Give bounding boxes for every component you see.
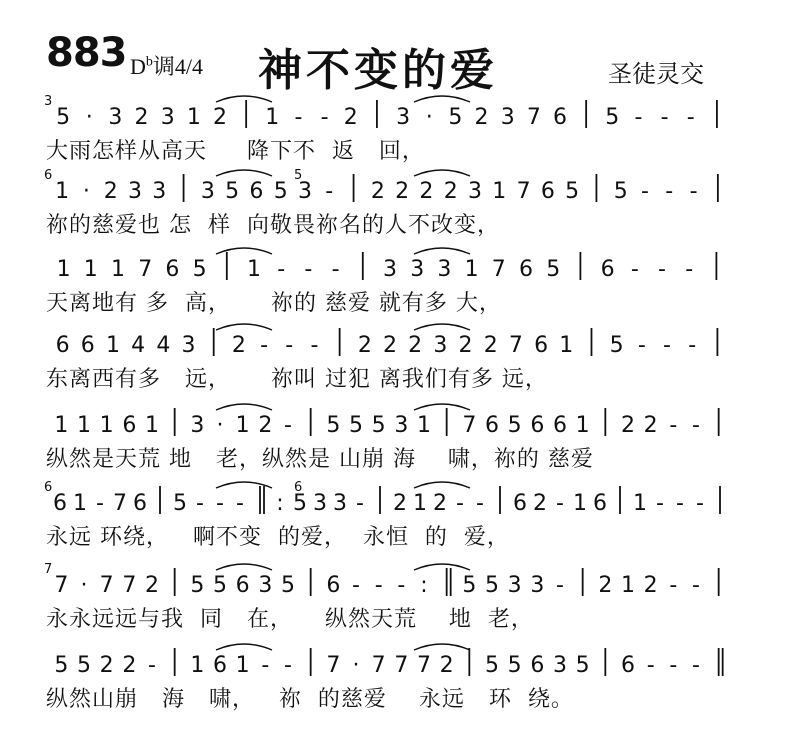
dash-mark: - bbox=[688, 333, 697, 358]
note-digit: 2 bbox=[443, 179, 458, 204]
note-digit: 3 bbox=[500, 105, 515, 130]
grace-note: 6 bbox=[44, 480, 53, 495]
note-digit: 4 bbox=[131, 333, 146, 358]
song-title: 神不变的爱 bbox=[258, 45, 498, 96]
note-digit: 2 bbox=[231, 333, 246, 358]
note-digit: 3 bbox=[128, 179, 142, 204]
note-digit: 2 bbox=[483, 333, 498, 358]
note-digit: 7 bbox=[122, 573, 137, 598]
grace-note: 7 bbox=[44, 562, 53, 577]
note-digit: 6 bbox=[53, 491, 67, 516]
note-digit: 7 bbox=[491, 257, 506, 282]
slur bbox=[414, 644, 470, 650]
note-digit: 2 bbox=[343, 105, 358, 130]
lyrics-line: 永远 环绕， 啊不变 的爱， 永恒 的 爱， bbox=[46, 525, 510, 550]
note-digit: 5 bbox=[173, 491, 187, 516]
note-digit: 3 bbox=[333, 491, 347, 516]
slur bbox=[216, 248, 272, 254]
notation-line bbox=[44, 480, 744, 518]
note-digit: 5 bbox=[281, 573, 295, 598]
notation-line bbox=[44, 168, 744, 206]
dash-mark: - bbox=[556, 573, 564, 598]
lyrics-line: 纵然是天荒 地 老，纵然是 山崩 海 啸，祢的 慈爱 bbox=[46, 447, 594, 472]
note-digit: 5 bbox=[613, 179, 628, 204]
note-digit: 1 bbox=[54, 413, 69, 438]
note-digit: 1 bbox=[190, 653, 205, 678]
note-digit: 7 bbox=[113, 491, 127, 516]
note-digit: 1 bbox=[186, 105, 201, 130]
dash-mark: - bbox=[630, 257, 639, 282]
grace-note: 5 bbox=[294, 168, 303, 183]
slur bbox=[216, 404, 272, 410]
note-digit: 1 bbox=[235, 653, 250, 678]
note-digit: 7 bbox=[54, 573, 69, 598]
note-digit: 6 bbox=[553, 105, 567, 130]
note-digit: 3 bbox=[190, 413, 205, 438]
dash-mark: - bbox=[304, 257, 313, 282]
note-digit: 1 bbox=[73, 491, 87, 516]
note-digit: 6 bbox=[213, 653, 227, 678]
note-digit: 6 bbox=[249, 179, 264, 204]
note-digit: 1 bbox=[573, 491, 587, 516]
lyrics-line: 纵然山崩 海 啸， 祢 的慈爱 永远 环 绕。 bbox=[46, 687, 574, 712]
dash-mark: - bbox=[374, 573, 383, 598]
note-digit: 1 bbox=[77, 413, 91, 438]
note-digit: 6 bbox=[621, 653, 635, 678]
note-digit: 5 bbox=[190, 573, 205, 598]
notation-line bbox=[44, 562, 744, 600]
note-digit: 1 bbox=[83, 257, 98, 282]
note-digit: 2 bbox=[383, 333, 397, 358]
notation-line bbox=[44, 94, 744, 132]
note-digit: 6 bbox=[519, 257, 533, 282]
dot-mark: · bbox=[425, 105, 433, 130]
note-digit: 2 bbox=[533, 491, 547, 516]
slur bbox=[414, 564, 470, 570]
slur bbox=[414, 404, 470, 410]
dash-mark: - bbox=[397, 573, 406, 598]
dot-mark: · bbox=[85, 105, 93, 130]
lyrics-line: 大雨怎样从高天 降下不 返 回， bbox=[46, 139, 425, 164]
note-digit: 3 bbox=[258, 573, 273, 598]
note-digit: 5 bbox=[507, 413, 522, 438]
note-digit: 7 bbox=[508, 333, 523, 358]
note-digit: 1 bbox=[55, 179, 70, 204]
note-digit: 3 bbox=[437, 257, 452, 282]
dash-mark: - bbox=[556, 491, 564, 516]
note-digit: 5 bbox=[575, 653, 590, 678]
note-digit: 6 bbox=[326, 573, 341, 598]
note-digit: 2 bbox=[474, 105, 489, 130]
note-digit: 2 bbox=[458, 333, 473, 358]
note-digit: 2 bbox=[408, 333, 423, 358]
dash-mark: - bbox=[669, 413, 678, 438]
note-digit: 6 bbox=[165, 257, 180, 282]
note-digit: 1 bbox=[247, 257, 261, 282]
note-digit: 3 bbox=[530, 573, 545, 598]
note-digit: 1 bbox=[235, 413, 250, 438]
slur bbox=[414, 170, 470, 176]
note-digit: 7 bbox=[138, 257, 153, 282]
note-digit: 2 bbox=[433, 491, 447, 516]
note-digit: 3 bbox=[160, 105, 175, 130]
meter: 调4/4 bbox=[152, 54, 204, 79]
note-digit: 2 bbox=[393, 491, 407, 516]
note-digit: 1 bbox=[413, 491, 427, 516]
score-header bbox=[0, 0, 788, 95]
note-digit: 3 bbox=[152, 179, 167, 204]
note-digit: 5 bbox=[54, 653, 69, 678]
dash-mark: - bbox=[310, 333, 319, 358]
note-digit: 1 bbox=[56, 257, 71, 282]
note-digit: 6 bbox=[593, 491, 607, 516]
slur bbox=[414, 324, 470, 330]
note-digit: 2 bbox=[99, 653, 114, 678]
dash-mark: - bbox=[686, 105, 695, 130]
note-digit: 2 bbox=[122, 653, 137, 678]
key-signature bbox=[130, 50, 203, 81]
note-digit: 5 bbox=[225, 179, 240, 204]
note-digit: 2 bbox=[643, 413, 658, 438]
note-digit: 2 bbox=[621, 413, 635, 438]
dot-mark: · bbox=[82, 179, 90, 204]
note-digit: 3 bbox=[507, 573, 522, 598]
dash-mark: - bbox=[320, 105, 329, 130]
note-digit: 2 bbox=[103, 179, 118, 204]
note-digit: 6 bbox=[513, 491, 527, 516]
note-digit: 5 bbox=[273, 179, 288, 204]
dot-mark: · bbox=[352, 653, 360, 678]
dash-mark: - bbox=[658, 257, 666, 282]
dash-mark: - bbox=[325, 179, 334, 204]
note-digit: 3 bbox=[383, 257, 397, 282]
dot-mark: · bbox=[80, 573, 88, 598]
dash-mark: - bbox=[356, 491, 364, 516]
note-digit: 3 bbox=[181, 333, 196, 358]
lyrics-line: 东离西有多 远， 祢叫 过犯 离我们有多 远， bbox=[46, 367, 548, 392]
dash-mark: - bbox=[669, 573, 678, 598]
note-digit: 6 bbox=[553, 413, 567, 438]
note-digit: 1 bbox=[633, 491, 647, 516]
grace-note: 6 bbox=[44, 168, 53, 183]
note-digit: 6 bbox=[122, 413, 137, 438]
note-digit: 7 bbox=[99, 573, 114, 598]
note-digit: 6 bbox=[133, 491, 147, 516]
note-digit: 1 bbox=[492, 179, 507, 204]
note-digit: 5 bbox=[448, 105, 463, 130]
dash-mark: - bbox=[96, 491, 104, 516]
note-digit: 1 bbox=[575, 413, 590, 438]
dash-mark: - bbox=[634, 105, 643, 130]
note-digit: 6 bbox=[485, 413, 499, 438]
note-digit: 5 bbox=[605, 105, 620, 130]
dash-mark: - bbox=[692, 653, 700, 678]
note-digit: : bbox=[276, 491, 284, 516]
note-digit: 5 bbox=[326, 413, 341, 438]
note-digit: 5 bbox=[507, 653, 522, 678]
note-digit: 5 bbox=[56, 105, 71, 130]
dash-mark: - bbox=[692, 573, 700, 598]
dash-mark: - bbox=[261, 653, 270, 678]
notation-line bbox=[44, 406, 744, 440]
slur bbox=[216, 644, 272, 650]
note-digit: 6 bbox=[55, 333, 70, 358]
note-digit: 2 bbox=[419, 179, 434, 204]
note-digit: 6 bbox=[80, 333, 95, 358]
note-digit: 3 bbox=[410, 257, 425, 282]
note-digit: 4 bbox=[156, 333, 171, 358]
lyrics-line: 永永远远与我 同 在， 纵然天荒 地 老， bbox=[46, 607, 534, 632]
song-number: 883 bbox=[46, 30, 127, 76]
dash-mark: - bbox=[352, 573, 360, 598]
dash-mark: - bbox=[148, 653, 156, 678]
note-digit: 3 bbox=[108, 105, 123, 130]
note-digit: 5 bbox=[485, 573, 499, 598]
slur bbox=[414, 248, 470, 254]
dash-mark: - bbox=[637, 333, 646, 358]
dash-mark: - bbox=[646, 653, 655, 678]
slur bbox=[216, 324, 272, 330]
note-digit: 1 bbox=[99, 413, 114, 438]
note-digit: 2 bbox=[598, 573, 613, 598]
note-digit: 2 bbox=[145, 573, 159, 598]
dash-mark: - bbox=[284, 413, 292, 438]
note-digit: 6 bbox=[235, 573, 250, 598]
note-digit: 7 bbox=[417, 653, 431, 678]
note-digit: 5 bbox=[293, 491, 307, 516]
note-digit: 6 bbox=[530, 653, 545, 678]
dash-mark: - bbox=[641, 179, 649, 204]
dash-mark: - bbox=[669, 653, 678, 678]
dash-mark: - bbox=[236, 491, 244, 516]
note-digit: 1 bbox=[559, 333, 574, 358]
note-digit: 2 bbox=[213, 105, 227, 130]
slur bbox=[216, 170, 272, 176]
note-digit: 6 bbox=[530, 413, 545, 438]
dash-mark: - bbox=[277, 257, 286, 282]
dash-mark: - bbox=[663, 333, 672, 358]
dash-mark: - bbox=[692, 413, 700, 438]
dash-mark: - bbox=[665, 179, 674, 204]
note-digit: 7 bbox=[394, 653, 409, 678]
note-digit: 1 bbox=[265, 105, 280, 130]
note-digit: 6 bbox=[534, 333, 549, 358]
note-digit: 1 bbox=[111, 257, 125, 282]
note-digit: 3 bbox=[396, 105, 411, 130]
note-digit: 1 bbox=[417, 413, 431, 438]
note-digit: 3 bbox=[468, 179, 482, 204]
note-digit: 1 bbox=[621, 573, 635, 598]
dash-mark: - bbox=[685, 257, 694, 282]
dash-mark: - bbox=[294, 105, 303, 130]
dash-mark: - bbox=[696, 491, 704, 516]
dash-mark: - bbox=[285, 333, 294, 358]
dash-mark: - bbox=[476, 491, 484, 516]
note-digit: 5 bbox=[77, 653, 91, 678]
dash-mark: - bbox=[676, 491, 684, 516]
note-digit: 7 bbox=[371, 653, 386, 678]
key-flat: b bbox=[145, 54, 153, 70]
note-digit: 2 bbox=[370, 179, 385, 204]
note-digit: 5 bbox=[213, 573, 227, 598]
note-digit: 1 bbox=[145, 413, 159, 438]
note-digit: 5 bbox=[371, 413, 386, 438]
note-digit: 2 bbox=[357, 333, 372, 358]
note-digit: 5 bbox=[192, 257, 207, 282]
dash-mark: - bbox=[284, 653, 292, 678]
notation-line bbox=[44, 646, 744, 680]
note-digit: 6 bbox=[540, 179, 555, 204]
note-digit: 5 bbox=[349, 413, 363, 438]
dot-mark: · bbox=[216, 413, 224, 438]
note-digit: 7 bbox=[462, 413, 477, 438]
song-author: 圣徒灵交 bbox=[608, 60, 704, 88]
dash-mark: - bbox=[656, 491, 664, 516]
note-digit: 3 bbox=[553, 653, 567, 678]
note-digit: 7 bbox=[526, 105, 541, 130]
dash-mark: - bbox=[660, 105, 669, 130]
lyrics-line: 祢的慈爱也 怎 样 向敬畏祢名的人不改变， bbox=[46, 213, 500, 238]
note-digit: 5 bbox=[485, 653, 499, 678]
note-digit: 1 bbox=[464, 257, 479, 282]
note-digit: 5 bbox=[462, 573, 477, 598]
note-digit: 2 bbox=[258, 413, 273, 438]
slur bbox=[216, 564, 272, 570]
note-digit: 6 bbox=[600, 257, 615, 282]
note-digit: 3 bbox=[313, 491, 327, 516]
notation-line bbox=[44, 326, 744, 360]
note-digit: 2 bbox=[439, 653, 454, 678]
note-digit: : bbox=[420, 573, 428, 598]
notation-line bbox=[44, 250, 744, 284]
dash-mark: - bbox=[260, 333, 269, 358]
note-digit: 2 bbox=[643, 573, 658, 598]
grace-note: 3 bbox=[44, 94, 53, 109]
note-digit: 3 bbox=[433, 333, 448, 358]
note-digit: 2 bbox=[395, 179, 410, 204]
dash-mark: - bbox=[331, 257, 340, 282]
note-digit: 5 bbox=[565, 179, 580, 204]
dash-mark: - bbox=[689, 179, 698, 204]
note-digit: 3 bbox=[298, 179, 312, 204]
slur bbox=[414, 482, 470, 488]
note-digit: 1 bbox=[105, 333, 120, 358]
note-digit: 7 bbox=[516, 179, 531, 204]
dash-mark: - bbox=[196, 491, 204, 516]
note-digit: 3 bbox=[200, 179, 215, 204]
grace-note: 6 bbox=[294, 480, 303, 495]
note-digit: 3 bbox=[394, 413, 409, 438]
lyrics-line: 天离地有 多 高， 祢的 慈爱 就有多 大， bbox=[46, 291, 502, 316]
dash-mark: - bbox=[456, 491, 464, 516]
dash-mark: - bbox=[216, 491, 224, 516]
key-letter: D bbox=[130, 54, 146, 79]
note-digit: 5 bbox=[546, 257, 561, 282]
note-digit: 2 bbox=[134, 105, 149, 130]
note-digit: 5 bbox=[609, 333, 624, 358]
note-digit: 7 bbox=[326, 653, 341, 678]
